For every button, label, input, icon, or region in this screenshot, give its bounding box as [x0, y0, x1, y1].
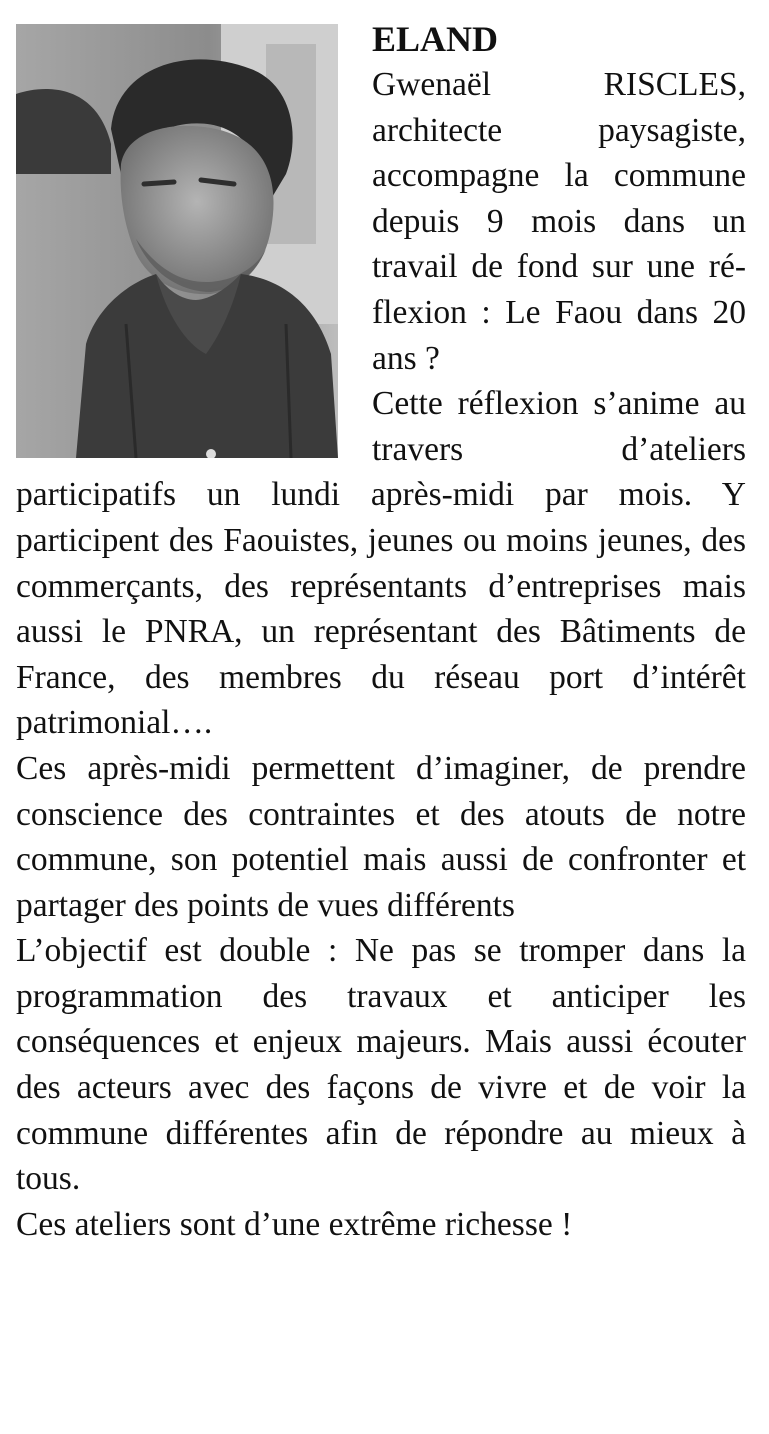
paragraph-afternoons: Ces après-midi permettent d’imaginer, de prendre conscience des contraintes et des atouts de notre commune, son potentiel mais aussi de confronter et partager des points de vues différents [16, 749, 746, 924]
paragraph-workshops: Cette réflexion s’anime au travers d’ateliers participatifs un lundi après-midi par mois. Y participent des Faouistes, jeunes ou moins jeunes, des commerçants, des représentants d’entreprises mais aussi le PNRA, un représentant des Bâtiments de France, des membres du réseau port d’intérêt patrimonial…. [16, 385, 746, 742]
paragraph-objective: L’objectif est double : Ne pas se tromper dans la programmation des travaux et anticiper les conséquences et enjeux majeurs. Mais aussi écouter des acteurs avec des façons de vivre et de voir la commune différentes afin de répondre au mieux à tous. [16, 932, 746, 1198]
article [16, 18, 746, 1247]
paragraph-conclusion: Ces ateliers sont d’une extrême richesse ! [16, 1205, 573, 1243]
portrait-photo-image [16, 24, 338, 458]
paragraph-intro: Gwenaël RISCLES, architecte paysagiste, accompagne la commune depuis 9 mois dans un travail de fond sur une réflexion : Le Faou dans 20 ans ? [372, 66, 746, 377]
portrait-photo [16, 24, 338, 458]
headline: ELAND [372, 19, 499, 59]
